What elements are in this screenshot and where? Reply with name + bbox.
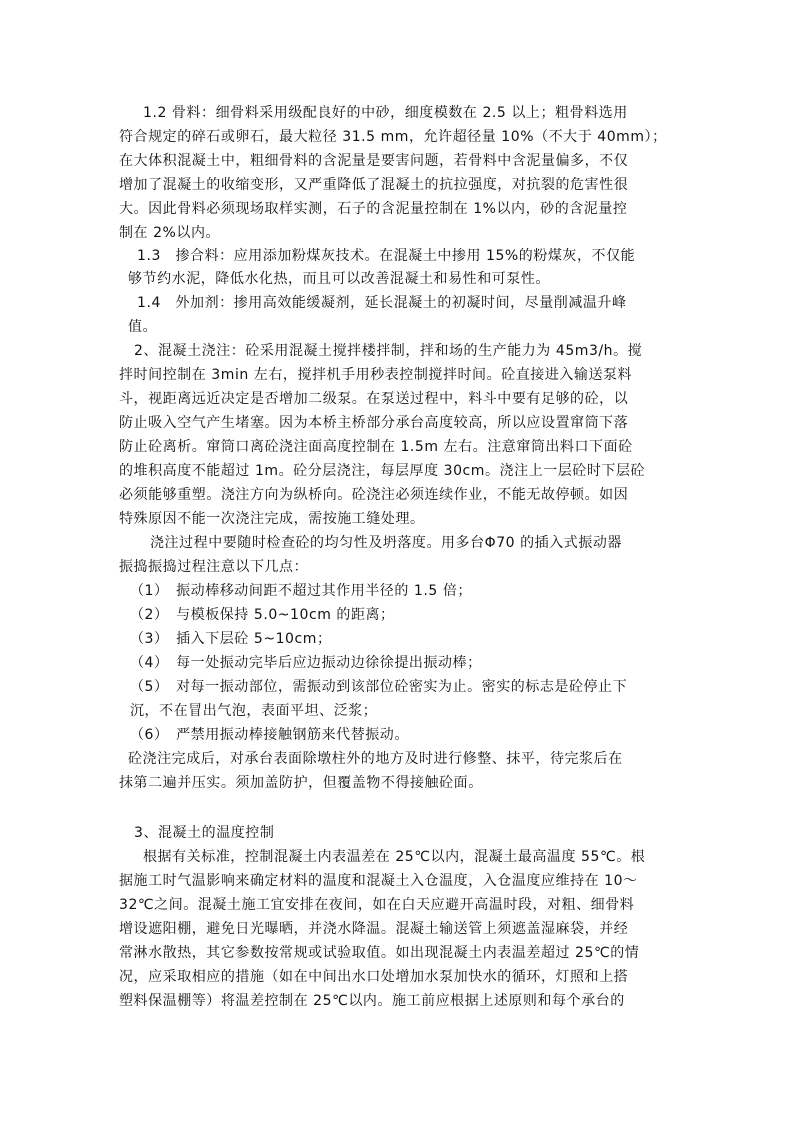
list-item: 沉，不在冒出气泡，表面平坦、泛浆；: [130, 703, 378, 719]
text-line: 2、混凝土浇注：砼采用混凝土搅拌楼拌制，拌和场的生产能力为 45m3/h。搅: [134, 343, 643, 359]
text-line: 值。: [128, 319, 158, 335]
text-line: 32℃之间。混凝土施工宜安排在夜间，如在白天应避开高温时段，对粗、细骨料: [119, 897, 635, 913]
text-line: 的堆积高度不能超过 1m。砼分层浇注，每层厚度 30cm。浇注上一层砼时下层砼: [119, 463, 646, 479]
text-line: 1.3 掺合料：应用添加粉煤灰技术。在混凝土中掺用 15%的粉煤灰，不仅能: [137, 248, 636, 264]
text-line: 斗，视距离远近决定是否增加二级泵。在泵送过程中，料斗中要有足够的砼，以: [119, 391, 629, 407]
text-line: 增设遮阳棚，避免日光曝晒，并浇水降温。混凝土输送管上须遮盖湿麻袋，并经: [119, 921, 629, 937]
text-line: 抹第二遍并压实。须加盖防护，但覆盖物不得接触砼面。: [119, 775, 483, 791]
list-item: （6） 严禁用振动棒接触钢筋来代替振动。: [130, 727, 409, 743]
list-item: （3） 插入下层砼 5~10cm；: [130, 631, 332, 647]
text-line: 够节约水泥，降低水化热，而且可以改善混凝土和易性和可泵性。: [128, 271, 550, 287]
list-item: （5） 对每一振动部位，需振动到该部位砼密实为止。密实的标志是砼停止下: [130, 679, 628, 695]
text-line: 必须能够重塑。浇注方向为纵桥向。砼浇注必须连续作业，不能无故停顿。如因: [119, 487, 629, 503]
text-line: 浇注过程中要随时检查砼的均匀性及坍落度。用多台Φ70 的插入式振动器: [150, 535, 622, 551]
text-line: 1.2 骨料：细骨料采用级配良好的中砂，细度模数在 2.5 以上；粗骨料选用: [143, 105, 628, 121]
text-line: 塑料保温棚等）将温差控制在 25℃以内。施工前应根据上述原则和每个承台的: [119, 993, 625, 1009]
text-line: 拌时间控制在 3min 左右，搅拌机手用秒表控制搅拌时间。砼直接进入输送泵料: [119, 367, 633, 383]
text-line: 况，应采取相应的措施（如在中间出水口处增加水泵加快水的循环，灯照和上搭: [119, 969, 629, 985]
text-line: 特殊原因不能一次浇注完成，需按施工缝处理。: [119, 511, 425, 527]
text-line: 砼浇注完成后，对承台表面除墩柱外的地方及时进行修整、抹平，待完浆后在: [128, 751, 623, 767]
text-line: 振捣振捣过程注意以下几点：: [119, 559, 309, 575]
text-line: 防止吸入空气产生堵塞。因为本桥主桥部分承台高度较高，所以应设置窜筒下落: [119, 415, 629, 431]
text-line: 据施工时气温影响来确定材料的温度和混凝土入仓温度，入仓温度应维持在 10～: [119, 873, 638, 889]
text-line: 在大体积混凝土中，粗细骨料的含泥量是要害问题，若骨料中含泥量偏多，不仅: [119, 153, 629, 169]
list-item: （1） 振动棒移动间距不超过其作用半径的 1.5 倍；: [130, 583, 472, 599]
list-item: （4） 每一处振动完毕后应边振动边徐徐提出振动棒；: [130, 655, 482, 671]
text-line: 大。因此骨料必须现场取样实测，石子的含泥量控制在 1%以内，砂的含泥量控: [119, 201, 628, 217]
text-line: 1.4 外加剂：掺用高效能缓凝剂，延长混凝土的初凝时间，尽量削减温升峰: [137, 295, 627, 311]
text-line: 常淋水散热，其它参数按常规或试验取值。如出现混凝土内表温差超过 25℃的情: [119, 945, 640, 961]
section-heading: 3、混凝土的温度控制: [134, 825, 275, 841]
text-line: 防止砼离析。窜筒口离砼浇注面高度控制在 1.5m 左右。注意窜筒出料口下面砼: [119, 439, 633, 455]
text-line: 增加了混凝土的收缩变形，又严重降低了混凝土的抗拉强度，对抗裂的危害性很: [119, 177, 629, 193]
text-line: 符合规定的碎石或卵石，最大粒径 31.5 mm，允许超径量 10%（不大于 40mm）；: [119, 129, 667, 145]
text-line: 根据有关标准，控制混凝土内表温差在 25℃以内，混凝土最高温度 55℃。根: [143, 849, 646, 865]
list-item: （2） 与模板保持 5.0~10cm 的距离；: [130, 607, 395, 623]
text-line: 制在 2%以内。: [119, 225, 221, 241]
